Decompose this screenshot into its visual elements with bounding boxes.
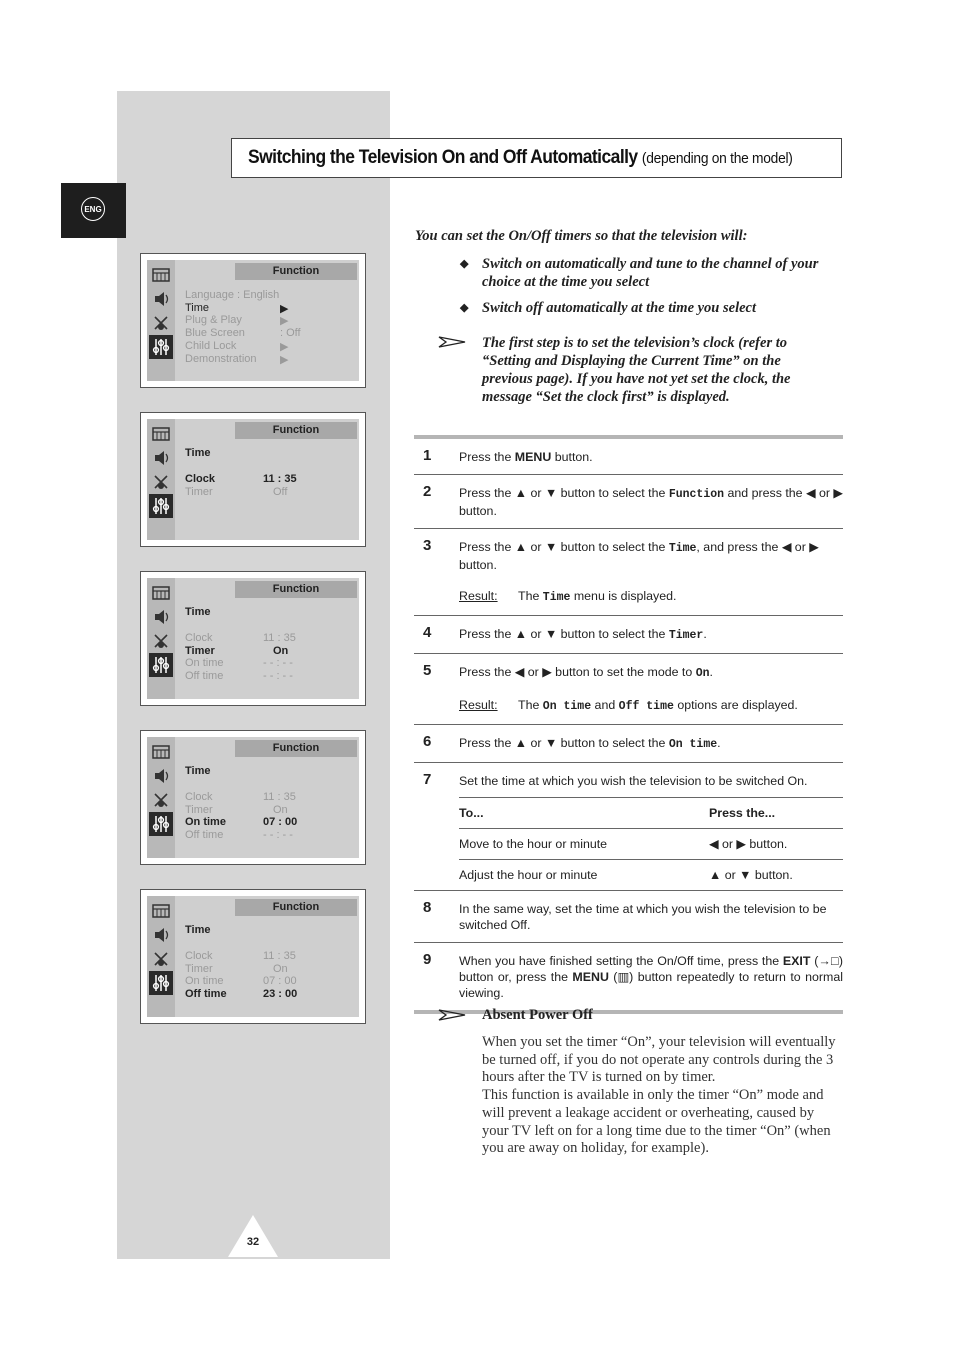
- menu-item-label: Language : English: [185, 289, 280, 301]
- menu-item-label: Demonstration: [185, 352, 257, 365]
- sound-icon: [151, 925, 171, 945]
- exit-icon: →□: [818, 954, 839, 968]
- picture-icon: [151, 265, 171, 285]
- menu-item-value: 23 : 00: [263, 988, 298, 1001]
- sound-icon: [151, 289, 171, 309]
- menu-item-label: Clock: [185, 632, 213, 644]
- sound-icon: [151, 448, 171, 468]
- picture-icon: [151, 424, 171, 444]
- note-arrow-icon: [438, 335, 466, 349]
- function-icon: [149, 494, 173, 518]
- menu-item-label: Off time: [185, 670, 224, 683]
- page-title: [248, 147, 793, 169]
- menu-item-label: Blue Screen: [185, 327, 245, 340]
- step-number: 1: [423, 447, 432, 464]
- bullet-text: Switch on automatically and tune to the channel of your choice at the time you select: [482, 256, 819, 290]
- menu-item-label: Child Lock: [185, 339, 237, 352]
- diamond-bullet-icon: ◆: [460, 302, 469, 314]
- function-icon: [149, 971, 173, 995]
- menu-item-label: Timer: [185, 962, 213, 975]
- diamond-bullet-icon: ◆: [460, 258, 469, 270]
- channel-icon: [151, 790, 171, 810]
- sound-icon: [151, 766, 171, 786]
- step-text: Set the time at which you wish the television to be switched On.: [459, 774, 808, 788]
- bullet-text: Switch off automatically at the time you select: [482, 300, 757, 316]
- step-text: Press the ▲ or ▼ button to select the Time, and press the ◀ or ▶ button. Result: The Time menu is displayed.: [414, 529, 843, 615]
- menu-header: Function: [235, 581, 357, 598]
- menu-screen: [147, 260, 359, 381]
- menu-item-value: ▶: [280, 353, 289, 366]
- key-table-row: Adjust the hour or minute ▲ or ▼ button.: [459, 859, 843, 890]
- menu-item-label: Off time: [185, 829, 224, 842]
- step-row: [414, 616, 843, 654]
- step-row: [414, 529, 843, 616]
- step-number: 9: [423, 951, 432, 968]
- menu-item-label: Plug & Play: [185, 314, 242, 327]
- key-table-header: To... Press the...: [459, 797, 843, 828]
- menu-item-label: On time: [185, 975, 224, 988]
- note-text: The first step is to set the television’s clock (refer to “Setting and Displaying the Current Time” on the previous page). If you have not yet set the clock, the message “Set the clock first” is displayed.: [482, 335, 791, 405]
- menu-item-value: ▶: [280, 315, 289, 328]
- step-number: 3: [423, 537, 432, 554]
- menu-screen: [147, 419, 359, 540]
- menu-header: Function: [235, 422, 357, 439]
- key-table: [459, 797, 843, 890]
- menu-item-label: Timer: [185, 644, 215, 657]
- menu-item-value: 07 : 00: [263, 816, 298, 829]
- menu-icon: ▥: [617, 970, 630, 984]
- step-row: [414, 943, 843, 1014]
- menu-title: Time: [185, 606, 211, 618]
- picture-icon: [151, 583, 171, 603]
- absent-paragraph: This function is available in only the timer “On” mode and will prevent a leakage accident or overheating, caused by your TV left on for a long time due to the timer “On” (when you are away on holiday, for example).: [482, 1087, 831, 1157]
- menu-item-value: - - : - -: [263, 829, 293, 842]
- menu-item-label: Time: [185, 301, 210, 314]
- menu-item-value: 11 : 35: [263, 950, 296, 962]
- picture-icon: [151, 742, 171, 762]
- step-text: Press the MENU button.: [459, 450, 593, 464]
- channel-icon: [151, 472, 171, 492]
- step-number: 5: [423, 662, 432, 679]
- step-number: 6: [423, 733, 432, 750]
- absent-paragraph: When you set the timer “On”, your television will eventually be turned off, if you do not operate any controls during the 3 hours after the TV is turned on by timer.: [482, 1034, 836, 1086]
- menu-item-value: Off: [273, 485, 288, 498]
- menu-title: Time: [185, 924, 211, 936]
- menu-item-value: On: [273, 962, 288, 975]
- step-number: 2: [423, 483, 432, 500]
- title-box: [231, 138, 842, 178]
- step-text: Press the ▲ or ▼ button to select the On time.: [459, 736, 721, 751]
- menu-header: Function: [235, 899, 357, 916]
- picture-icon: [151, 901, 171, 921]
- steps-table: [414, 435, 843, 1014]
- step-number: 7: [423, 771, 432, 788]
- channel-icon: [151, 313, 171, 333]
- step-text: Press the ◀ or ▶ button to set the mode to On. Result: The On time and Off time options are displayed.: [414, 654, 843, 724]
- menu-item-value: : Off: [280, 327, 301, 340]
- step-text: Press the ▲ or ▼ button to select the Timer.: [459, 627, 707, 642]
- step-text: Press the ▲ or ▼ button to select the Function and press the ◀ or ▶ button.: [459, 486, 843, 518]
- function-icon: [149, 335, 173, 359]
- page-number: 32: [246, 1236, 260, 1248]
- page-title-sub: (depending on the model): [641, 150, 793, 167]
- menu-icon-column: [147, 578, 175, 699]
- menu-item-label: Clock: [185, 473, 215, 485]
- menu-item-value: - - : - -: [263, 657, 293, 670]
- menu-screenshot: [140, 730, 366, 865]
- step-row: [414, 725, 843, 763]
- menu-item-value: 11 : 35: [263, 791, 296, 803]
- intro-text: You can set the On/Off timers so that the television will:: [415, 228, 748, 244]
- page-title-main: Switching the Television On and Off Automatically: [248, 147, 638, 168]
- menu-screen: [147, 737, 359, 858]
- step-result: Result: The Time menu is displayed.: [459, 589, 677, 604]
- language-tab: [61, 183, 126, 238]
- channel-icon: [151, 949, 171, 969]
- menu-item-label: Clock: [185, 950, 213, 962]
- key-table-row: Move to the hour or minute ◀ or ▶ button.: [459, 828, 843, 859]
- menu-item-label: On time: [185, 657, 224, 670]
- menu-header: Function: [235, 263, 357, 280]
- step-row: [414, 891, 843, 943]
- menu-title: Time: [185, 765, 211, 777]
- absent-power-off-text: [482, 1034, 844, 1158]
- menu-icon-column: [147, 260, 175, 381]
- function-icon: [149, 653, 173, 677]
- menu-icon-column: [147, 896, 175, 1017]
- absent-power-off-title: Absent Power Off: [482, 1007, 593, 1023]
- menu-item-label: Off time: [185, 988, 227, 1001]
- menu-screen: [147, 896, 359, 1017]
- menu-item-value: - - : - -: [263, 670, 293, 683]
- menu-screenshot: [140, 889, 366, 1024]
- menu-item-label: Timer: [185, 803, 213, 816]
- step-text: When you have finished setting the On/Off time, press the EXIT (→□) button or, press the MENU (▥) button repeatedly to return to normal viewing.: [459, 954, 843, 1000]
- step-row: [414, 654, 843, 725]
- menu-title: Time: [185, 447, 211, 459]
- menu-icon-column: [147, 419, 175, 540]
- menu-screenshot: [140, 571, 366, 706]
- menu-screenshot: [140, 253, 366, 388]
- step-text: In the same way, set the time at which you wish the television to be switched Off.: [459, 902, 827, 932]
- menu-item-value: ▶: [280, 340, 289, 353]
- menu-screenshot: [140, 412, 366, 547]
- menu-item-value: 11 : 35: [263, 473, 297, 485]
- sound-icon: [151, 607, 171, 627]
- bullet-item: [460, 299, 845, 317]
- step-row: [414, 439, 843, 475]
- step-number: 4: [423, 624, 432, 641]
- menu-item-value: 07 : 00: [263, 975, 297, 988]
- menu-icon-column: [147, 737, 175, 858]
- menu-screen: [147, 578, 359, 699]
- channel-icon: [151, 631, 171, 651]
- step-result: Result: The On time and Off time options are displayed.: [459, 698, 798, 713]
- step-row: [414, 763, 843, 891]
- menu-item-value: ▶: [280, 302, 289, 315]
- step-row: [414, 475, 843, 529]
- bullet-item: [460, 255, 845, 291]
- menu-item-value: On: [273, 644, 289, 657]
- language-badge: ENG: [81, 197, 105, 221]
- step-number: 8: [423, 899, 432, 916]
- menu-item-label: Clock: [185, 791, 213, 803]
- function-icon: [149, 812, 173, 836]
- menu-item-value: On: [273, 803, 288, 816]
- menu-item-value: 11 : 35: [263, 632, 296, 644]
- menu-item-label: Timer: [185, 485, 213, 498]
- menu-item-label: On time: [185, 816, 226, 829]
- menu-header: Function: [235, 740, 357, 757]
- note-arrow-icon: [438, 1008, 466, 1022]
